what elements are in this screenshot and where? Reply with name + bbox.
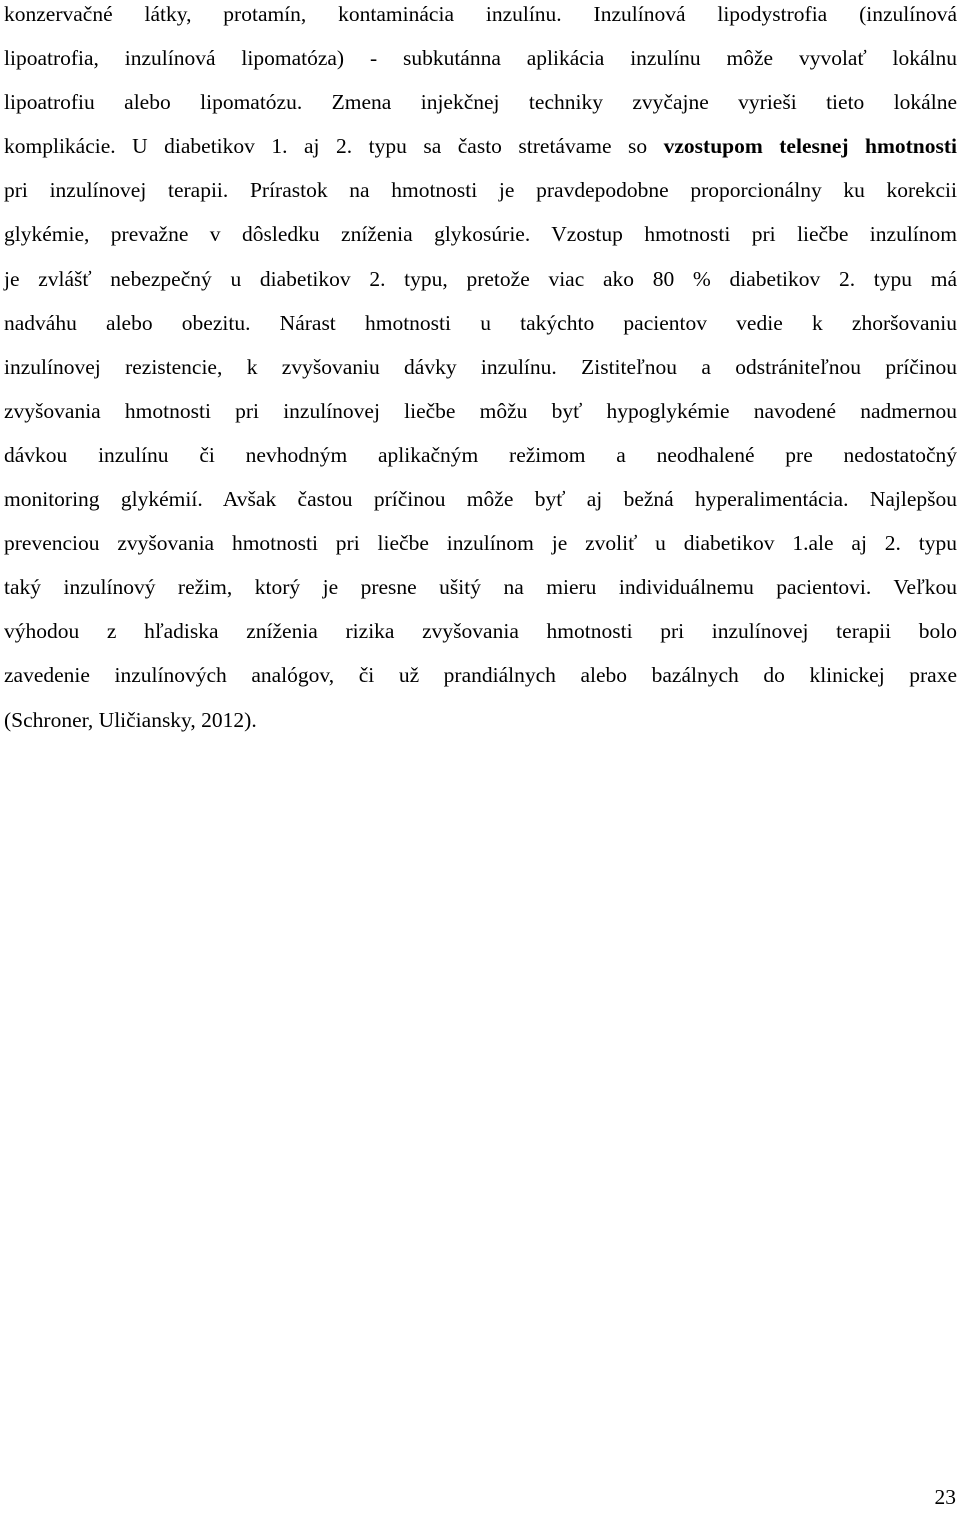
text-line: pri inzulínovej terapii. Prírastok na hmotnosti je pravdepodobne proporcionálny ku korekcii (4, 178, 957, 203)
text-line: nadváhu alebo obezitu. Nárast hmotnosti u takýchto pacientov vedie k zhoršovaniu (4, 310, 957, 335)
text-line-part: komplikácie. U diabetikov 1. aj 2. typu sa často stretávame so (4, 134, 664, 159)
text-line-with-emphasis (4, 124, 957, 168)
bold-phrase: vzostupom telesnej hmotnosti (663, 134, 957, 159)
text-line: výhodou z hľadiska zníženia rizika zvyšovania hmotnosti pri inzulínovej terapii bolo (4, 619, 957, 644)
text-line: prevenciou zvyšovania hmotnosti pri liečbe inzulínom je zvoliť u diabetikov 1.ale aj 2. typu (4, 531, 957, 556)
text-line: zavedenie inzulínových analógov, či už prandiálnych alebo bazálnych do klinickej praxe (4, 663, 957, 688)
text-line: lipoatrofiu alebo lipomatózu. Zmena injekčnej techniky zvyčajne vyrieši tieto lokálne (4, 90, 957, 115)
text-line: taký inzulínový režim, ktorý je presne ušitý na mieru individuálnemu pacientovi. Veľkou (4, 575, 957, 600)
text-line: je zvlášť nebezpečný u diabetikov 2. typu, pretože viac ako 80 % diabetikov 2. typu má (4, 266, 957, 291)
text-line: zvyšovania hmotnosti pri inzulínovej liečbe môžu byť hypoglykémie navodené nadmernou (4, 398, 957, 423)
page-number: 23 (934, 1485, 956, 1509)
text-line: glykémie, prevažne v dôsledku zníženia glykosúrie. Vzostup hmotnosti pri liečbe inzulínom (4, 222, 957, 247)
body-paragraph (4, 0, 957, 742)
text-line: lipoatrofia, inzulínová lipomatóza) - subkutánna aplikácia inzulínu môže vyvolať lokálnu (4, 46, 957, 71)
text-line: konzervačné látky, protamín, kontaminácia inzulínu. Inzulínová lipodystrofia (inzulínová (4, 2, 957, 26)
text-line: monitoring glykémií. Avšak častou príčinou môže byť aj bežná hyperalimentácia. Najlepšou (4, 487, 957, 512)
text-line: inzulínovej rezistencie, k zvyšovaniu dávky inzulínu. Zistiteľnou a odstrániteľnou príčinou (4, 354, 957, 379)
text-line: dávkou inzulínu či nevhodným aplikačným režimom a neodhalené pre nedostatočný (4, 442, 957, 467)
text-line: (Schroner, Uličiansky, 2012). (4, 707, 257, 732)
